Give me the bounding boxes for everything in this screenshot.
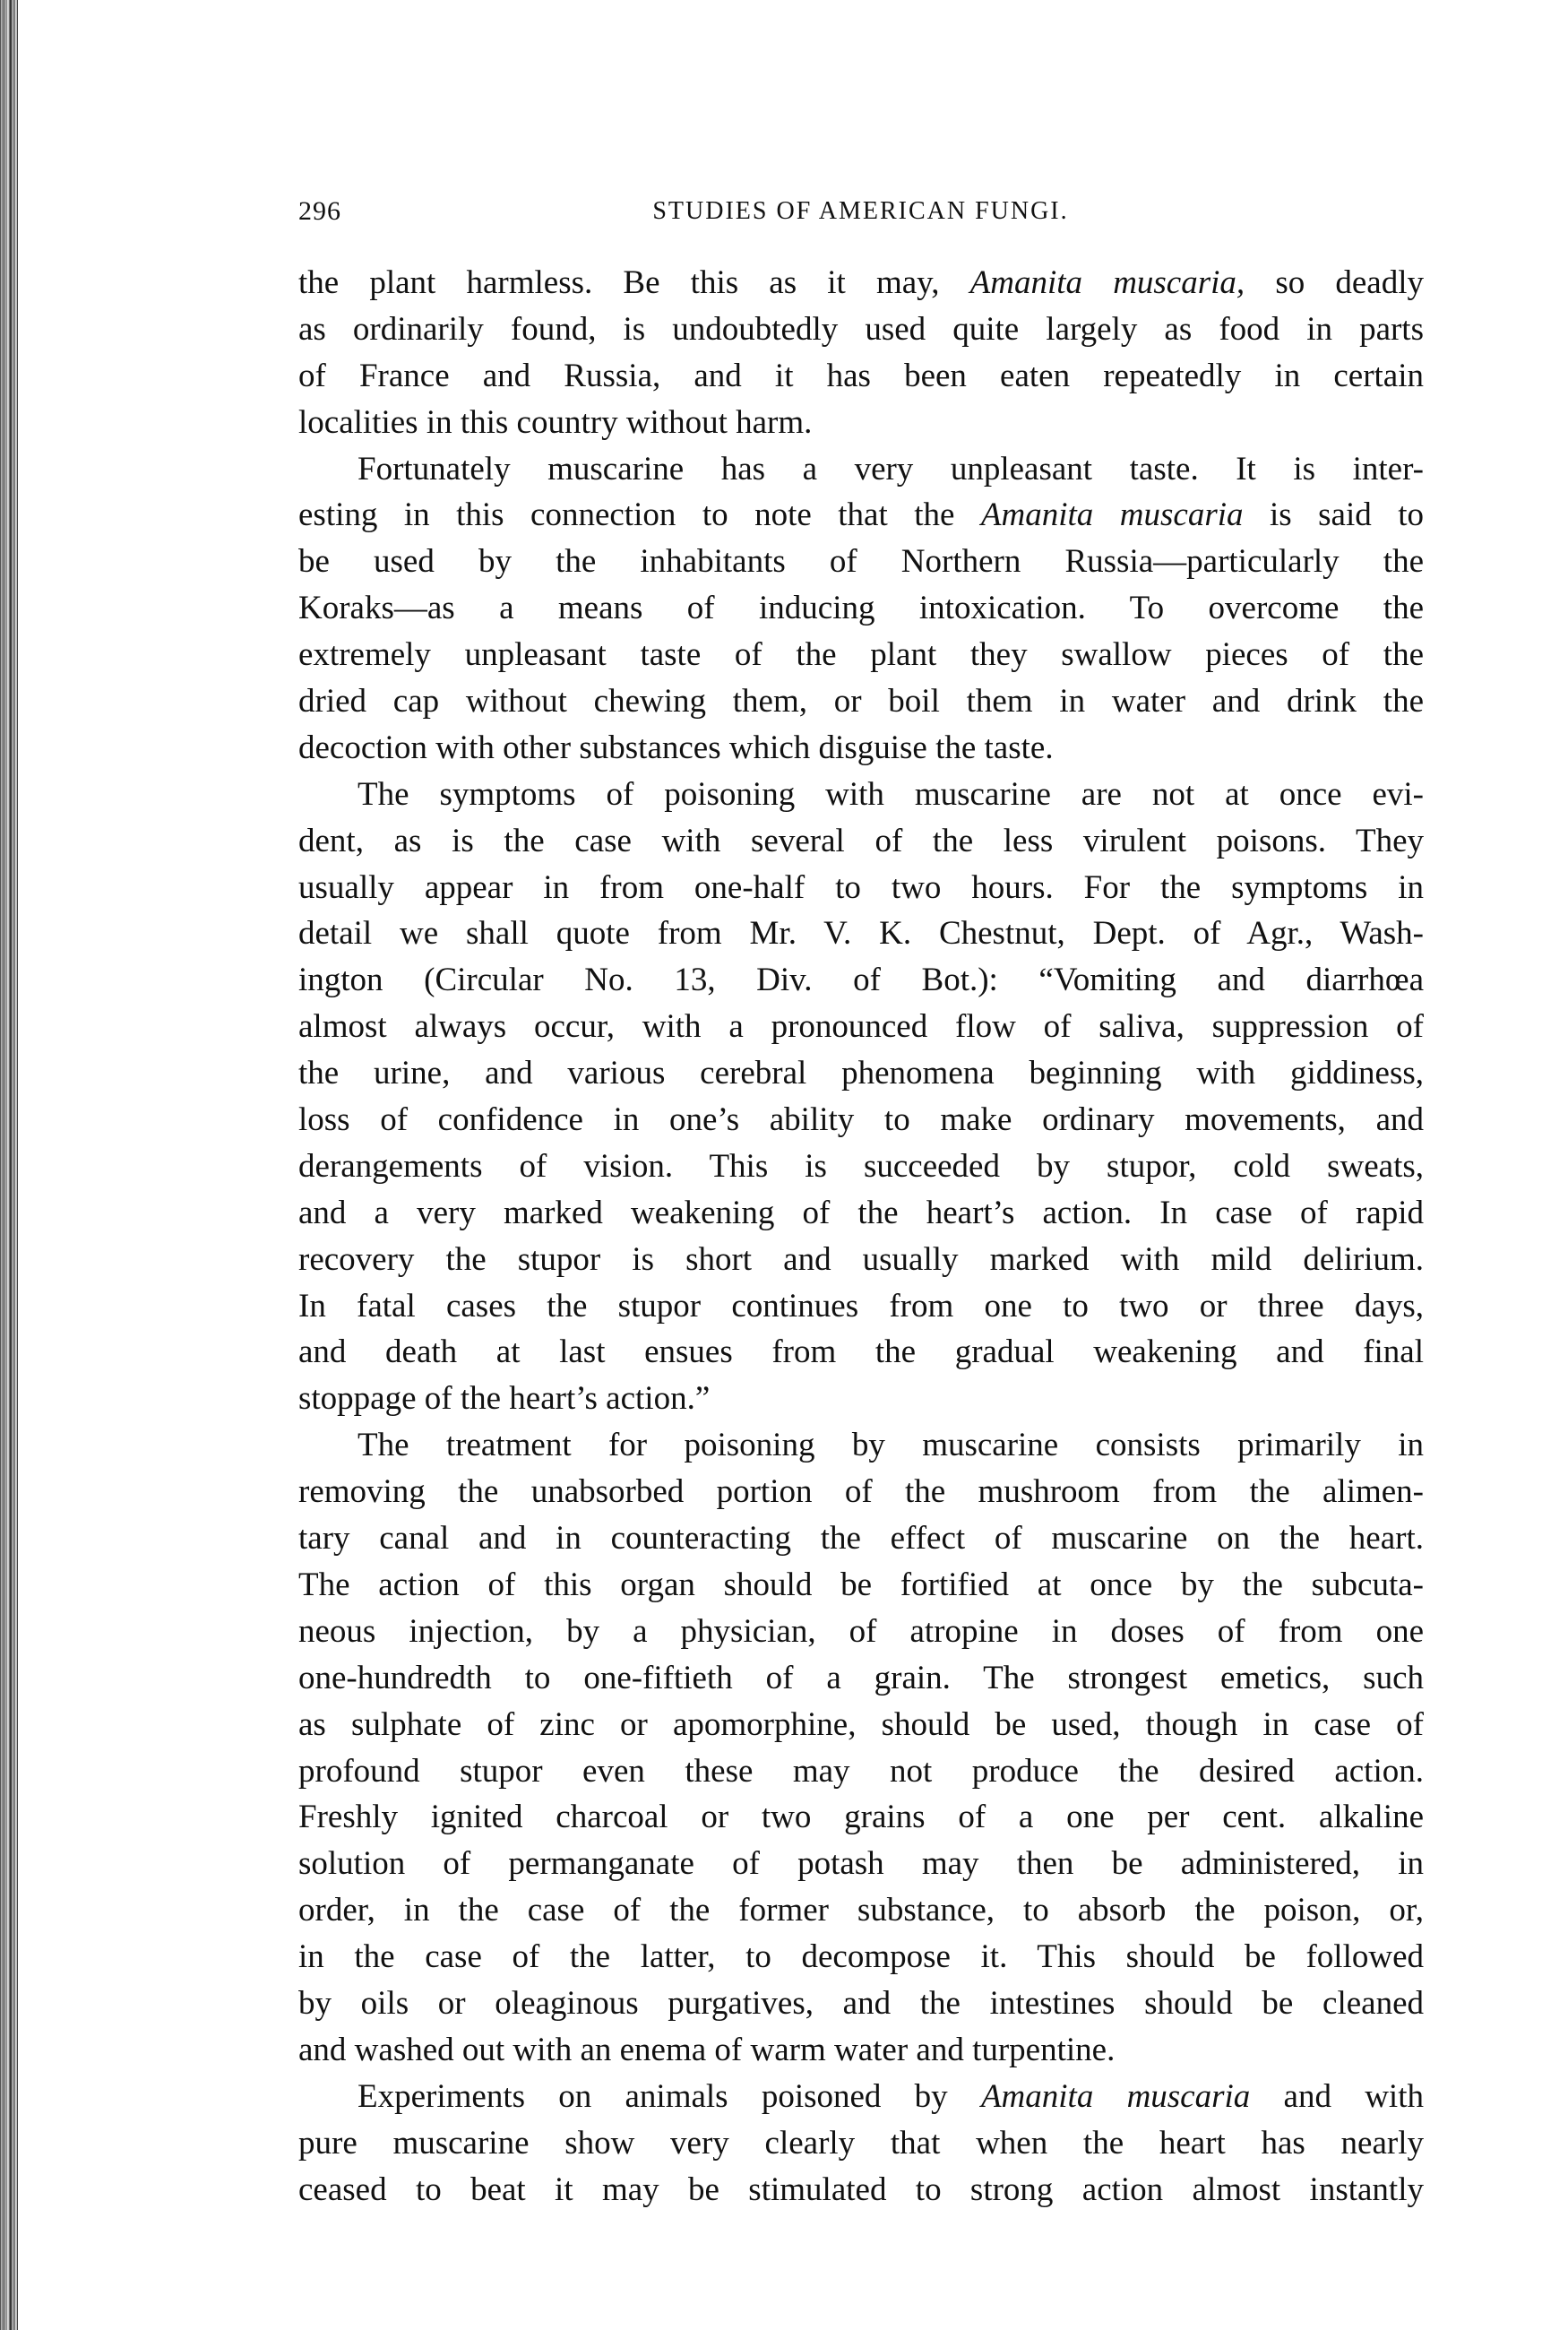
text-line: [298, 725, 1424, 772]
text-run: dent, as is the case with several of the less virulent poisons. They: [298, 822, 1424, 859]
text-line: [298, 1469, 1424, 1515]
text-line: [298, 1980, 1424, 2027]
text-line: [298, 1748, 1424, 1795]
text-run: recovery the stupor is short and usually marked with mild delirium.: [298, 1240, 1424, 1278]
text-run: so deadly: [1245, 264, 1424, 301]
text-run: Experiments on animals poisoned by: [358, 2077, 981, 2115]
text-run: the urine, and various cerebral phenomena beginning with giddiness,: [298, 1055, 1424, 1092]
text-run: extremely unpleasant taste of the plant they swallow pieces of the: [298, 636, 1424, 674]
text-run: solution of permanganate of potash may then be administered, in: [298, 1845, 1424, 1883]
text-run: and death at last ensues from the gradual weakening and final: [298, 1333, 1424, 1371]
text-line: [298, 306, 1424, 353]
text-line: [298, 1004, 1424, 1050]
text-line: [298, 1562, 1424, 1609]
text-line: [298, 632, 1424, 678]
text-line: [298, 1609, 1424, 1655]
text-run: The symptoms of poisoning with muscarine are not at once evi-: [358, 775, 1424, 813]
body-text: [298, 260, 1424, 2213]
text-run: The action of this organ should be fortified at once by the subcuta-: [298, 1566, 1424, 1603]
text-run: In fatal cases the stupor continues from one to two or three days,: [298, 1287, 1424, 1325]
text-run: The treatment for poisoning by muscarine consists primarily in: [358, 1427, 1424, 1464]
text-run: localities in this country without harm.: [298, 403, 813, 441]
text-run: derangements of vision. This is succeeded by stupor, cold sweats,: [298, 1147, 1424, 1185]
text-line: [298, 492, 1424, 539]
text-run: almost always occur, with a pronounced flow of saliva, suppression of: [298, 1008, 1424, 1046]
text-line: [298, 865, 1424, 911]
text-line: [298, 1283, 1424, 1330]
text-line: [298, 1655, 1424, 1702]
italic-species-name: Amanita muscaria,: [969, 264, 1245, 301]
running-title: STUDIES OF AMERICAN FUNGI.: [652, 197, 1069, 225]
text-run: loss of confidence in one’s ability to make ordinary movements, and: [298, 1101, 1424, 1139]
text-line: [298, 957, 1424, 1004]
text-line: [298, 1841, 1424, 1887]
italic-species-name: Amanita muscaria: [980, 2077, 1251, 2115]
text-line: [298, 585, 1424, 632]
text-line: [298, 1050, 1424, 1097]
text-run: profound stupor even these may not produce the desired action.: [298, 1752, 1424, 1790]
text-run: pure muscarine show very clearly that when the heart has nearly: [298, 2124, 1424, 2162]
text-line: [298, 2120, 1424, 2167]
text-run: ceased to beat it may be stimulated to strong action almost instantly: [298, 2170, 1424, 2208]
text-line: [298, 2027, 1424, 2074]
text-run: neous injection, by a physician, of atropine in doses of from one: [298, 1612, 1424, 1650]
text-run: Fortunately muscarine has a very unpleasant taste. It is inter-: [358, 450, 1424, 488]
text-run: Koraks—as a means of inducing intoxication. To overcome the: [298, 590, 1424, 627]
text-line: [298, 353, 1424, 400]
text-run: be used by the inhabitants of Northern Russia—particularly the: [298, 543, 1424, 581]
text-run: and washed out with an enema of warm water and turpentine.: [298, 2031, 1116, 2068]
text-run: dried cap without chewing them, or boil them in water and drink the: [298, 683, 1424, 721]
italic-species-name: Amanita muscaria: [980, 496, 1244, 534]
text-run: tary canal and in counteracting the effect of muscarine on the heart.: [298, 1520, 1424, 1558]
text-line: [298, 1329, 1424, 1376]
text-line: [298, 678, 1424, 725]
text-line: [298, 1376, 1424, 1422]
text-run: decoction with other substances which disguise the taste.: [298, 729, 1054, 766]
text-run: removing the unabsorbed portion of the mushroom from the alimen-: [298, 1473, 1424, 1511]
text-line: [298, 1097, 1424, 1143]
text-run: Freshly ignited charcoal or two grains of a one per cent. alkaline: [298, 1799, 1424, 1836]
text-run: of France and Russia, and it has been eaten repeatedly in certain: [298, 357, 1424, 394]
page-number: 296: [298, 196, 341, 226]
text-line: [298, 446, 1424, 493]
book-spine-edge: [0, 0, 18, 2330]
text-run: ington (Circular No. 13, Div. of Bot.): “Vomiting and diarrhœa: [298, 962, 1424, 999]
text-line: [298, 1934, 1424, 1980]
text-line: [298, 1887, 1424, 1934]
text-line: [298, 1515, 1424, 1562]
text-line: [298, 1794, 1424, 1841]
text-line: [298, 910, 1424, 957]
text-line: [298, 1190, 1424, 1237]
text-run: as sulphate of zinc or apomorphine, should be used, though in case of: [298, 1705, 1424, 1743]
text-run: esting in this connection to note that the: [298, 496, 981, 534]
text-run: as ordinarily found, is undoubtedly used quite largely as food in parts: [298, 310, 1424, 348]
text-run: and with: [1250, 2077, 1424, 2115]
text-run: by oils or oleaginous purgatives, and the intestines should be cleaned: [298, 1984, 1424, 2022]
text-run: order, in the case of the former substance, to absorb the poison, or,: [298, 1892, 1424, 1929]
text-line: [298, 1422, 1424, 1469]
text-line: [298, 818, 1424, 865]
text-line: [298, 2167, 1424, 2214]
text-line: [298, 1702, 1424, 1748]
text-line: [298, 772, 1424, 818]
text-run: in the case of the latter, to decompose it. This should be followed: [298, 1938, 1424, 1976]
text-line: [298, 400, 1424, 446]
text-run: and a very marked weakening of the heart’s action. In case of rapid: [298, 1194, 1424, 1231]
text-line: [298, 1143, 1424, 1190]
text-run: detail we shall quote from Mr. V. K. Chestnut, Dept. of Agr., Wash-: [298, 915, 1424, 953]
text-run: is said to: [1243, 496, 1424, 534]
text-line: [298, 1237, 1424, 1283]
text-line: [298, 539, 1424, 585]
text-run: usually appear in from one-half to two hours. For the symptoms in: [298, 868, 1424, 906]
text-run: stoppage of the heart’s action.”: [298, 1380, 711, 1418]
text-run: the plant harmless. Be this as it may,: [298, 264, 970, 301]
text-run: one-hundredth to one-fiftieth of a grain. The strongest emetics, such: [298, 1659, 1424, 1696]
running-head: [298, 194, 1423, 229]
text-line: [298, 260, 1424, 306]
text-line: [298, 2074, 1424, 2120]
